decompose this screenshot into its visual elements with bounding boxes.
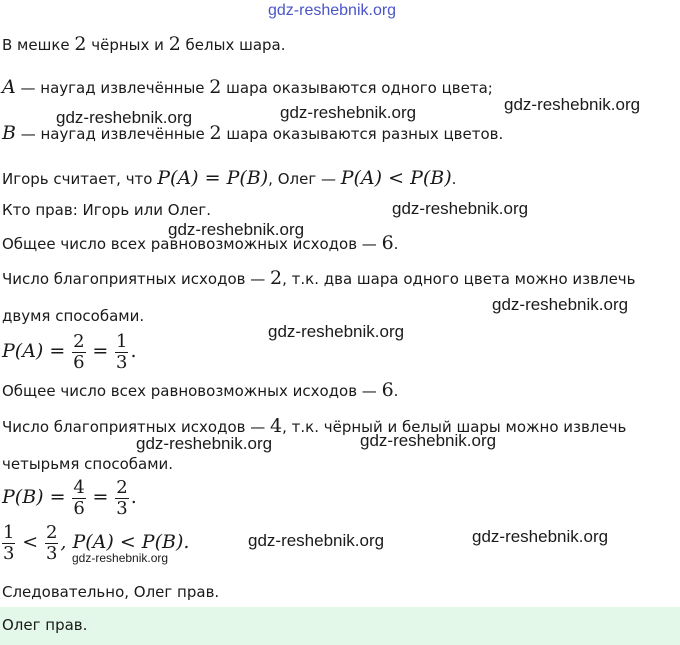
answer-box bbox=[0, 607, 680, 645]
watermark: gdz-reshebnik.org bbox=[504, 95, 641, 114]
comparison-line: $\frac{1}{3}$ < $\frac{2}{3}$ , P(A) < P(B). bbox=[3, 522, 190, 564]
watermark: gdz-reshebnik.org bbox=[268, 2, 397, 19]
fraction: $\frac{2}{3}$ bbox=[116, 477, 128, 519]
watermark: gdz-reshebnik.org bbox=[280, 103, 417, 122]
total-outcomes-a: Общее число всех равновозможных исходов — 6. bbox=[2, 232, 399, 254]
favorable-outcomes-b-cont: четырьмя способами. bbox=[2, 455, 174, 473]
favorable-outcomes-a-cont: двумя способами. bbox=[2, 307, 145, 325]
event-a-definition: A — наугад извлечённые 2 шара оказываются одного цвета; bbox=[2, 76, 493, 98]
watermark: gdz-reshebnik.org bbox=[168, 220, 305, 239]
fraction: $\frac{2}{6}$ bbox=[73, 331, 85, 373]
conclusion-line: Следовательно, Олег прав. bbox=[2, 583, 220, 601]
question-line: Кто прав: Игорь или Олег. bbox=[2, 201, 212, 219]
fraction: $\frac{4}{6}$ bbox=[73, 477, 85, 519]
probability-b-formula: P(B) = $\frac{4}{6}$ = $\frac{2}{3}$ . bbox=[2, 477, 137, 519]
watermark: gdz-reshebnik.org bbox=[472, 527, 609, 546]
event-b-definition: B — наугад извлечённые 2 шара оказываются разных цветов. bbox=[2, 122, 504, 144]
watermark: gdz-reshebnik.org bbox=[136, 434, 273, 453]
watermark: gdz-reshebnik.org bbox=[56, 108, 193, 127]
answer-text: Олег прав. bbox=[2, 616, 88, 634]
favorable-outcomes-b: Число благоприятных исходов — 4, т.к. чёрный и белый шары можно извлечь bbox=[2, 415, 627, 437]
watermark: gdz-reshebnik.org bbox=[268, 322, 405, 341]
watermark: gdz-reshebnik.org bbox=[492, 295, 629, 314]
fraction: $\frac{1}{3}$ bbox=[116, 331, 128, 373]
claims-line: Игорь считает, что P(A) = P(B), Олег — P(A) < P(B). bbox=[2, 167, 457, 189]
watermark: gdz-reshebnik.org bbox=[72, 551, 169, 565]
watermark: gdz-reshebnik.org bbox=[248, 531, 385, 550]
favorable-outcomes-a: Число благоприятных исходов — 2, т.к. два шара одного цвета можно извлечь bbox=[2, 267, 636, 289]
watermark: gdz-reshebnik.org bbox=[360, 431, 497, 450]
fraction: $\frac{2}{3}$ bbox=[45, 522, 58, 564]
problem-statement: В мешке 2 чёрных и 2 белых шара. bbox=[2, 33, 286, 55]
watermark: gdz-reshebnik.org bbox=[392, 199, 529, 218]
probability-a-formula: P(A) = $\frac{2}{6}$ = $\frac{1}{3}$ . bbox=[2, 331, 137, 373]
fraction: $\frac{1}{3}$ bbox=[3, 522, 15, 564]
total-outcomes-b: Общее число всех равновозможных исходов — 6. bbox=[2, 379, 399, 401]
